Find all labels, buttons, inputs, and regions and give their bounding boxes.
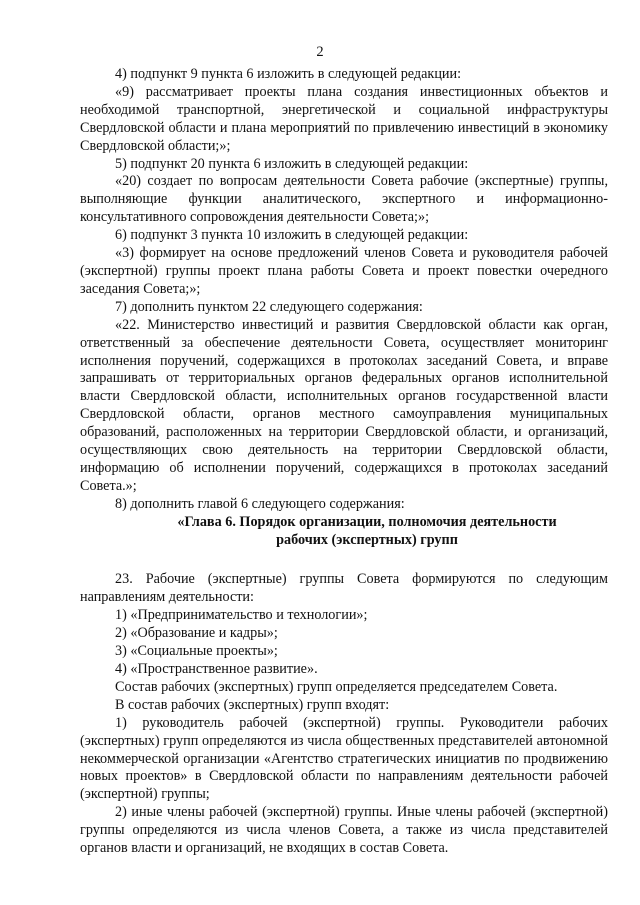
- list-item-direction-3: 3) «Социальные проекты»;: [115, 643, 278, 660]
- list-item-direction-4: 4) «Пространственное развитие».: [115, 661, 318, 677]
- paragraph-subitem-9-text: «9) рассматривает проекты плана создания инвестиционных объектов и необходимой транспортной, энергетической и социальной инфраструктуры Свердловской области и плана мероприятий по привлечению инвестиций в экономику Свердловской области;»;: [80, 83, 608, 154]
- paragraph-item-4: 4) подпункт 9 пункта 6 изложить в следующей редакции:: [115, 66, 462, 82]
- list-item-member-2: 2) иные члены рабочей (экспертной) группы. Иные члены рабочей (экспертной) группы определяются из числа членов Совета, а также из числа представителей органов власти и организаций, не входящих в состав Совета.: [80, 804, 608, 857]
- paragraph-subitem-3-text: «3) формирует на основе предложений членов Совета и руководителя рабочей (экспертной) группы проект плана работы Совета и проект повестки очередного заседания Совета;»;: [80, 245, 608, 297]
- paragraph-item-6: 6) подпункт 3 пункта 10 изложить в следующей редакции:: [115, 227, 469, 244]
- chapter-heading-line-2: рабочих (экспертных) групп: [276, 531, 458, 548]
- document-body: [80, 66, 608, 858]
- list-item-member-1: 1) руководитель рабочей (экспертной) группы. Руководители рабочих (экспертных) групп определяются из числа общественных представителей автономной некоммерческой организации «Агентство стратегических инициатив по продвижению новых проектов» в Свердловской области по направлениям деятельности рабочей (экспертной) группы;: [80, 714, 608, 803]
- paragraph-item-5: 5) подпункт 20 пункта 6 изложить в следующей редакции:: [115, 155, 469, 172]
- paragraph-point-22-text: «22. Министерство инвестиций и развития Свердловской области как орган, ответственный за обеспечение деятельности Совета, осуществляет мониторинг исполнения поручений, содержащихся в протоколах заседаний Совета, и вправе запрашивать от территориальных органов федеральных органов исполнительной власти Свердловской области, исполнительных органов государственной власти Свердловской области, органов местного самоуправления муниципальных образований, расположенных на территории Свердловской области, и организаций, осуществляющих свою деятельность на территории Свердловской области, информацию об исполнении поручений, содержащихся в протоколах заседаний Совета.»;: [80, 316, 608, 494]
- heading-spacer: [80, 549, 608, 571]
- paragraph-composition: Состав рабочих (экспертных) групп определяется председателем Совета.: [115, 678, 558, 695]
- chapter-heading-line-1: «Глава 6. Порядок организации, полномочия деятельности: [177, 513, 557, 530]
- paragraph-point-23: 23. Рабочие (экспертные) группы Совета формируются по следующим направлениям деятельности:: [80, 571, 608, 606]
- paragraph-item-8: 8) дополнить главой 6 следующего содержания:: [115, 495, 405, 512]
- page-number: 2: [316, 44, 324, 60]
- list-item-direction-1: 1) «Предпринимательство и технологии»;: [115, 607, 368, 624]
- chapter-heading: [80, 514, 608, 550]
- list-item-direction-2: 2) «Образование и кадры»;: [115, 625, 278, 642]
- paragraph-item-7: 7) дополнить пунктом 22 следующего содержания:: [115, 298, 423, 315]
- paragraph-members-intro: В состав рабочих (экспертных) групп входят:: [115, 696, 390, 713]
- paragraph-subitem-20-text: «20) создает по вопросам деятельности Совета рабочие (экспертные) группы, выполняющие функции аналитического, экспертного и информационно-консультативного сопровождения деятельности Совета;»;: [80, 173, 608, 226]
